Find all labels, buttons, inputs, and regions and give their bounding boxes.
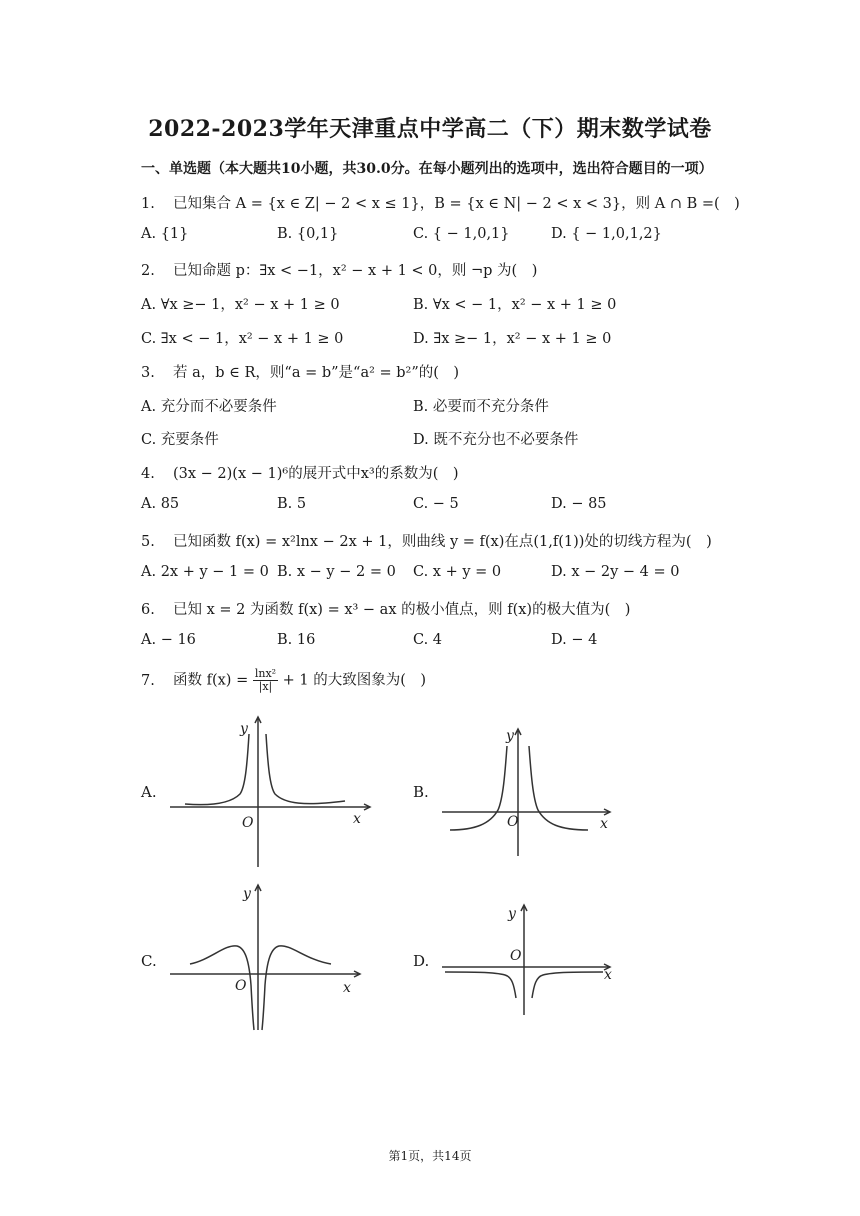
curve-right [532, 972, 603, 998]
fraction [253, 668, 278, 693]
question-text: 已知集合 A = {x ∈ Z| − 2 < x ≤ 1}，B = {x ∈ N| − 2 < x < 3}，则 A ∩ B =( ) [173, 196, 740, 212]
question-4 [141, 462, 459, 483]
question-text-before: 函数 f(x) = [173, 672, 249, 689]
question-6 [141, 598, 630, 619]
graph-d [440, 900, 615, 1020]
origin-label: O [510, 948, 522, 964]
question-number: 6. [141, 602, 155, 618]
option-c: C. x + y = 0 [413, 564, 502, 580]
option-a: A. {1} [141, 226, 189, 242]
origin-label: O [507, 814, 519, 830]
question-number: 4. [141, 466, 155, 482]
question-text-after: + 1 的大致图象为( ) [282, 672, 427, 689]
question-text: 已知 x = 2 为函数 f(x) = x³ − ax 的极小值点，则 f(x)的极大值为( ) [173, 602, 631, 618]
x-axis-label: x [600, 816, 608, 832]
y-axis-label: y [508, 906, 516, 922]
option-a: A. − 16 [141, 632, 196, 648]
option-d: D. ∃x ≥− 1，x² − x + 1 ≥ 0 [413, 331, 612, 347]
origin-label: O [242, 815, 254, 831]
option-b: B. ∀x < − 1，x² − x + 1 ≥ 0 [413, 297, 617, 313]
option-a: A. 充分而不必要条件 [141, 399, 277, 415]
graph-label-d: D. [413, 952, 430, 970]
x-axis-label: x [343, 980, 351, 996]
option-c: C. − 5 [413, 496, 459, 512]
option-c: C. 4 [413, 632, 443, 648]
fraction-numerator: lnx² [254, 667, 277, 680]
option-b: B. x − y − 2 = 0 [277, 564, 396, 580]
question-number: 5. [141, 534, 155, 550]
y-axis-label: y [243, 886, 251, 902]
curve-right [266, 734, 345, 804]
graph-a [165, 712, 375, 872]
question-number: 1. [141, 196, 155, 212]
curve-left [185, 734, 249, 805]
question-number: 2. [141, 263, 155, 279]
question-2 [141, 259, 537, 280]
option-c: C. 充要条件 [141, 432, 219, 448]
graph-label-c: C. [141, 952, 157, 970]
origin-label: O [235, 978, 247, 994]
page-footer: 第1页，共14页 [388, 1149, 472, 1163]
section-heading: 一、单选题（本大题共10小题，共30.0分。在每小题列出的选项中，选出符合题目的一项） [141, 161, 713, 177]
question-text: 已知命题 p：∃x < −1，x² − x + 1 < 0，则 ¬p 为( ) [173, 263, 538, 279]
question-number: 3. [141, 365, 155, 381]
question-5 [141, 530, 712, 551]
x-axis-label: x [604, 967, 612, 983]
option-c: C. { − 1,0,1} [413, 226, 510, 242]
graph-label-a: A. [141, 783, 157, 801]
option-d: D. x − 2y − 4 = 0 [551, 564, 680, 580]
option-d: D. − 4 [551, 632, 598, 648]
curve-left [450, 746, 507, 830]
question-text: 已知函数 f(x) = x²lnx − 2x + 1，则曲线 y = f(x)在点(1,f(1))处的切线方程为( ) [173, 534, 712, 550]
graph-c [165, 880, 365, 1035]
question-text: (3x − 2)(x − 1)⁶的展开式中x³的系数为( ) [173, 466, 459, 482]
option-a: A. ∀x ≥− 1，x² − x + 1 ≥ 0 [141, 297, 340, 313]
question-text: 若 a，b ∈ R，则“a = b”是“a² = b²”的( ) [173, 365, 460, 381]
option-a: A. 85 [141, 496, 180, 512]
option-d: D. − 85 [551, 496, 607, 512]
curve-left [445, 972, 516, 998]
graph-label-b: B. [413, 783, 429, 801]
question-1 [141, 192, 740, 213]
exam-title: 2022-2023学年天津重点中学高二（下）期末数学试卷 [148, 116, 712, 142]
option-d: D. 既不充分也不必要条件 [413, 432, 579, 448]
curve-right [262, 946, 331, 1030]
y-axis-label: y [240, 721, 248, 737]
option-c: C. ∃x < − 1，x² − x + 1 ≥ 0 [141, 331, 344, 347]
option-b: B. {0,1} [277, 226, 339, 242]
curve-right [529, 746, 588, 830]
x-axis-label: x [353, 811, 361, 827]
question-7 [141, 668, 426, 693]
fraction-denominator: |x| [258, 680, 273, 693]
y-axis-label: y [506, 728, 514, 744]
question-3 [141, 361, 459, 382]
option-b: B. 5 [277, 496, 307, 512]
question-number: 7. [141, 672, 155, 689]
option-b: B. 16 [277, 632, 316, 648]
option-d: D. { − 1,0,1,2} [551, 226, 662, 242]
option-a: A. 2x + y − 1 = 0 [141, 564, 269, 580]
graph-b [440, 724, 615, 859]
option-b: B. 必要而不充分条件 [413, 399, 549, 415]
